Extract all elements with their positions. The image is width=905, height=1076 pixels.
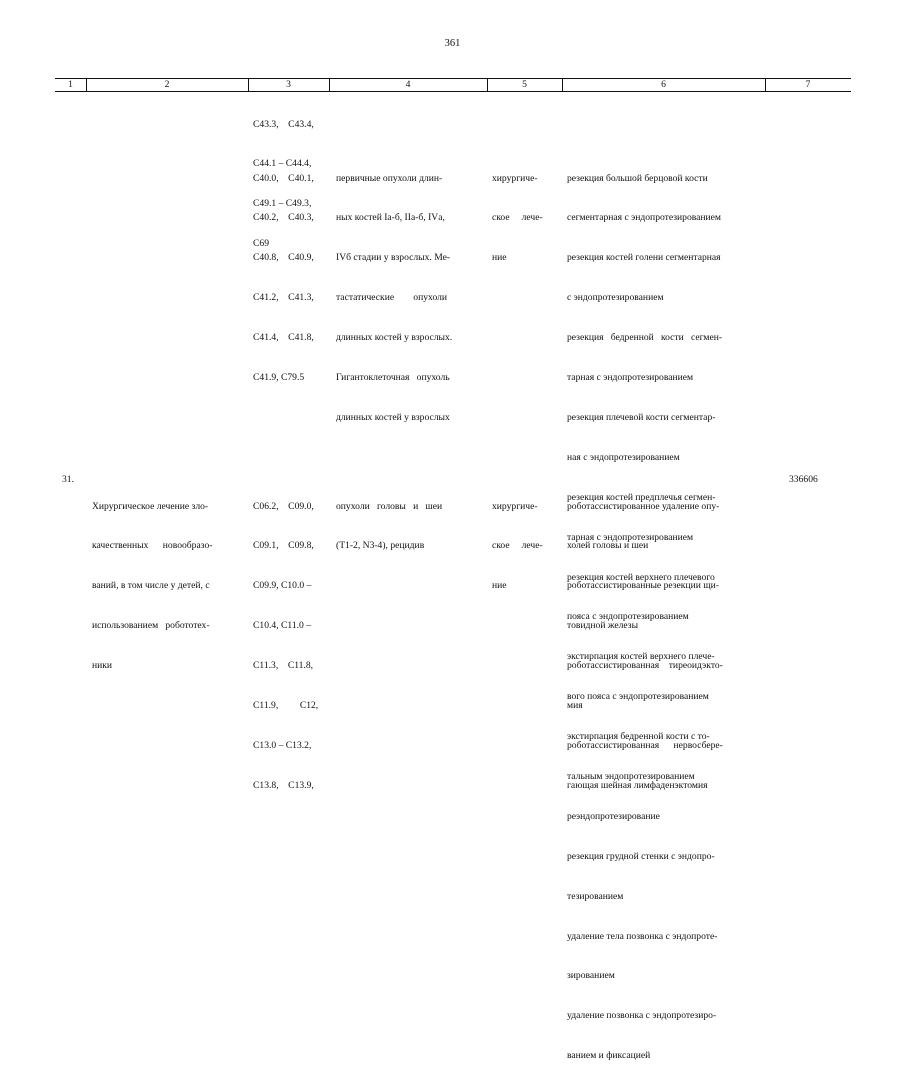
- model-line: длинных костей у взрослых.: [336, 332, 453, 344]
- column-number: 6: [661, 79, 666, 90]
- row-codes: [253, 473, 325, 805]
- name-line: качественных новообразо-: [92, 540, 213, 552]
- model-line: IVб стадии у взрослых. Ме-: [336, 252, 451, 264]
- method-line: резекция плечевой кости сегментар-: [567, 411, 716, 423]
- row-methods: [567, 473, 762, 805]
- code-line: C43.3, C43.4,: [253, 118, 314, 130]
- column-number: 4: [405, 79, 411, 90]
- method-line: гающая шейная лимфаденэктомия: [567, 779, 708, 791]
- model-line: длинных костей у взрослых: [336, 411, 450, 423]
- type-line: ние: [492, 252, 507, 264]
- row-treatment-type: [492, 473, 557, 606]
- type-line: хирургиче-: [492, 500, 538, 512]
- code-line: C41.4, C41.8,: [253, 332, 314, 344]
- method-line: ванием и фиксацией: [567, 1050, 651, 1062]
- method-line: тезированием: [567, 890, 624, 902]
- method-line: резекция бедренной кости сегмен-: [567, 332, 723, 344]
- method-line: экстирпация костей верхнего плече-: [567, 651, 715, 663]
- method-line: резекция грудной стенки с эндопро-: [567, 850, 715, 862]
- code-line: C06.2, C09.0,: [253, 500, 314, 512]
- code-line: C11.3, C11.8,: [253, 660, 314, 672]
- code-line: C69: [253, 238, 269, 250]
- model-line: Гигантоклеточная опухоль: [336, 372, 450, 384]
- row-number: 31.: [62, 474, 74, 485]
- row-patient-model: [336, 473, 482, 566]
- method-line: роботассистированная нервосбере-: [567, 739, 723, 751]
- model-line: (T1-2, N3-4), рецидив: [336, 540, 425, 552]
- code-line: C09.9, C10.0 –: [253, 580, 312, 592]
- method-line: с эндопротезированием: [567, 292, 664, 304]
- method-line: удаление тела позвонка с эндопроте-: [567, 930, 718, 942]
- name-line: ваний, в том числе у детей, с: [92, 580, 210, 592]
- row-treatment-name: [92, 473, 243, 686]
- method-line: роботассистированное удаление опу-: [567, 500, 720, 512]
- code-line: C40.2, C40.3,: [253, 212, 314, 224]
- method-line: зированием: [567, 970, 615, 982]
- method-line: холей головы и шеи: [567, 540, 649, 552]
- row-treatment-type: [492, 145, 557, 278]
- code-line: C40.0, C40.1,: [253, 172, 314, 184]
- code-line: C10.4, C11.0 –: [253, 620, 312, 632]
- code-line: C13.0 – C13.2,: [253, 739, 312, 751]
- column-number: 5: [522, 79, 527, 90]
- code-line: C41.2, C41.3,: [253, 292, 314, 304]
- method-line: ная с эндопротезированием: [567, 451, 680, 463]
- method-line: сегментарная с эндопротезированием: [567, 212, 722, 224]
- model-line: ных костей Iа-б, IIа-б, IVа,: [336, 212, 445, 224]
- method-line: резекция костей предплечья сегмен-: [567, 491, 716, 503]
- type-line: ское лече-: [492, 540, 543, 552]
- table-header-bottom-rule: [55, 91, 851, 92]
- code-line: C11.9, C12,: [253, 700, 319, 712]
- method-line: экстирпация бедренной кости с то-: [567, 731, 710, 743]
- type-line: ское лече-: [492, 212, 543, 224]
- column-number: 1: [68, 79, 73, 90]
- method-line: реэндопротезирование: [567, 810, 660, 822]
- method-line: резекция костей голени сегментарная: [567, 252, 721, 264]
- code-line: C09.1, C09.8,: [253, 540, 314, 552]
- code-line: C13.8, C13.9,: [253, 779, 314, 791]
- column-number: 7: [805, 79, 811, 90]
- method-line: тарная с эндопротезированием: [567, 531, 694, 543]
- method-line: роботассистированная тиреоидэкто-: [567, 660, 723, 672]
- code-line: C49.1 – C49.3,: [253, 198, 312, 210]
- method-line: мия: [567, 700, 583, 712]
- code-line: C41.9, C79.5: [253, 372, 305, 384]
- column-number: 3: [286, 79, 291, 90]
- type-line: хирургиче-: [492, 172, 538, 184]
- method-line: удаление позвонка с эндопротезиро-: [567, 1010, 717, 1022]
- row-patient-model: [336, 145, 482, 438]
- model-line: опухоли головы и шеи: [336, 500, 443, 512]
- model-line: тастатические опухоли: [336, 292, 448, 304]
- model-line: первичные опухоли длин-: [336, 172, 443, 184]
- method-line: роботассистированные резекции щи-: [567, 580, 719, 592]
- type-line: ние: [492, 580, 507, 592]
- row-codes: [253, 145, 325, 398]
- row-cost: 336606: [789, 474, 818, 485]
- code-line: C40.8, C40.9,: [253, 252, 314, 264]
- method-line: резекция костей верхнего плечевого: [567, 571, 715, 583]
- method-line: тарная с эндопротезированием: [567, 372, 694, 384]
- method-line: пояса с эндопротезированием: [567, 611, 689, 623]
- column-number: 2: [164, 79, 170, 90]
- page-number: 361: [444, 38, 461, 49]
- name-line: ники: [92, 660, 113, 672]
- method-line: резекция большой берцовой кости: [567, 172, 708, 184]
- name-line: использованием робототех-: [92, 620, 210, 632]
- method-line: вого пояса с эндопротезированием: [567, 691, 709, 703]
- method-line: тальным эндопротезированием: [567, 770, 695, 782]
- method-line: товидной железы: [567, 620, 639, 632]
- name-line: Хирургическое лечение зло-: [92, 500, 209, 512]
- code-line: C44.1 – C44.4,: [253, 158, 312, 170]
